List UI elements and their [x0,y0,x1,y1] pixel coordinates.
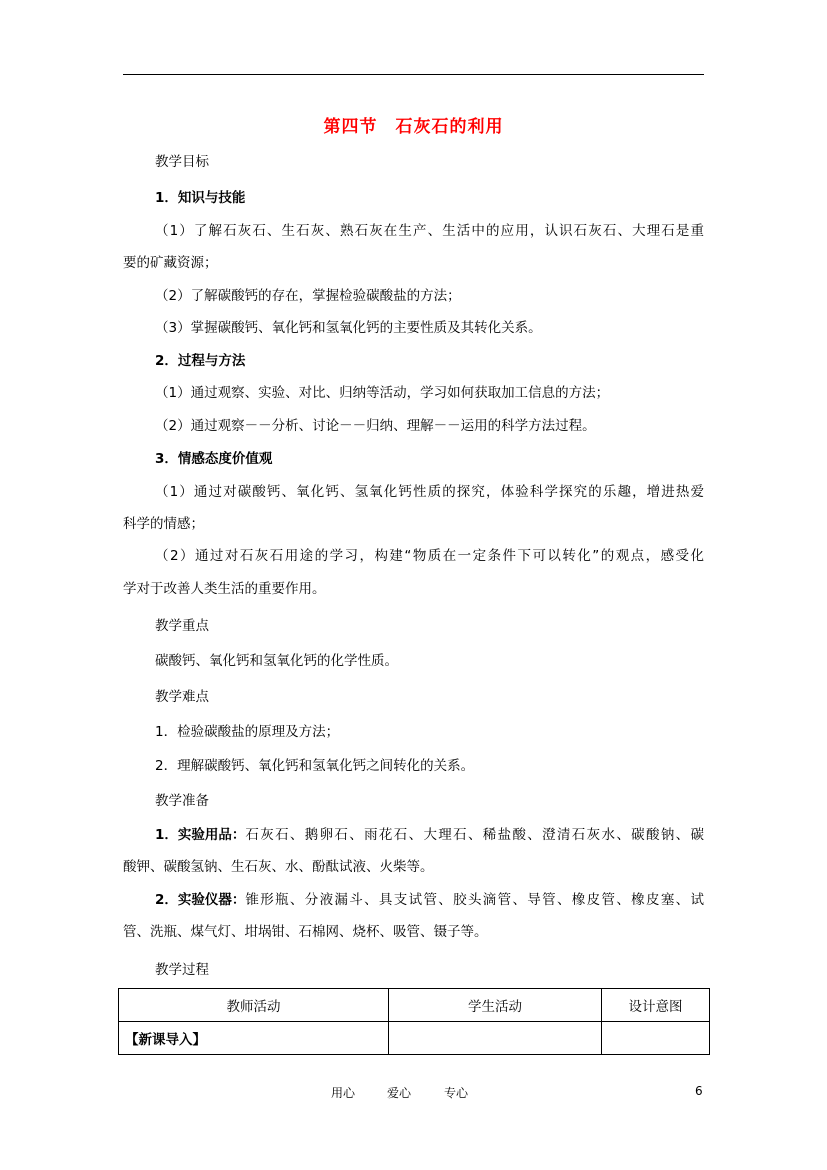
table-header-intent: 设计意图 [602,989,710,1022]
table-header-row [119,989,710,1022]
footer-motto-1: 用心 [331,1086,356,1100]
teaching-process-table [118,988,710,1055]
knowledge-item-3: （3）掌握碳酸钙、氧化钙和氢氧化钙的主要性质及其转化关系。 [155,320,542,336]
difficulty-heading: 教学难点 [155,689,209,705]
keypoint-heading: 教学重点 [155,618,209,634]
prep-item-2-line-2: 管、洗瓶、煤气灯、坩埚钳、石棉网、烧杯、吸管、镊子等。 [123,924,488,940]
prep-heading: 教学准备 [155,793,209,809]
table-row [119,1022,710,1055]
header-rule [123,74,704,75]
process-heading: 2．过程与方法 [155,353,246,369]
table-header-teacher: 教师活动 [119,989,389,1022]
process-item-1: （1）通过观察、实验、对比、归纳等活动，学习如何获取加工信息的方法； [155,385,610,401]
prep-item-2-text: 锥形瓶、分液漏斗、具支试管、胶头滴管、导管、橡皮管、橡皮塞、试 [245,892,704,908]
page-title: 第四节 石灰石的利用 [323,117,504,137]
emotion-item-2-line-1: （2）通过对石灰石用途的学习，构建“物质在一定条件下可以转化”的观点，感受化 [155,548,704,564]
difficulty-item-1: 1．检验碳酸盐的原理及方法； [155,724,340,740]
emotion-item-1-line-1: （1）通过对碳酸钙、氧化钙、氢氧化钙性质的探究，体验科学探究的乐趣，增进热爱 [155,484,704,500]
emotion-heading: 3．情感态度价值观 [155,451,273,467]
prep-item-1-label: 1．实验用品： [155,827,246,843]
knowledge-item-1-line-1: （1）了解石灰石、生石灰、熟石灰在生产、生活中的应用，认识石灰石、大理石是重 [155,223,704,239]
footer-motto-2: 爱心 [387,1086,412,1100]
prep-item-1-line-2: 酸钾、碳酸氢钠、生石灰、水、酚酞试液、火柴等。 [123,859,434,875]
emotion-item-1-line-2: 科学的情感； [123,516,204,532]
footer-motto-3: 专心 [444,1086,469,1100]
emotion-item-2-line-2: 学对于改善人类生活的重要作用。 [123,581,326,597]
page-number: 6 [695,1084,703,1098]
process-table-heading: 教学过程 [155,962,209,978]
table-header-student: 学生活动 [389,989,602,1022]
table-cell-teacher: 【新课导入】 [119,1022,389,1055]
knowledge-item-1-line-2: 要的矿藏资源； [123,255,218,271]
knowledge-heading: 1．知识与技能 [155,190,246,206]
knowledge-item-2: （2）了解碳酸钙的存在，掌握检验碳酸盐的方法； [155,288,461,304]
prep-item-1-text: 石灰石、鹅卵石、雨花石、大理石、稀盐酸、澄清石灰水、碳酸钠、碳 [245,827,704,843]
prep-item-2-line-1 [155,891,704,909]
keypoint-text: 碳酸钙、氧化钙和氢氧化钙的化学性质。 [155,653,398,669]
process-item-2: （2）通过观察－－分析、讨论－－归纳、理解－－运用的科学方法过程。 [155,418,596,434]
difficulty-item-2: 2．理解碳酸钙、氧化钙和氢氧化钙之间转化的关系。 [155,758,475,774]
table-cell-intent [602,1022,710,1055]
prep-item-1-line-1 [155,826,704,844]
prep-item-2-label: 2．实验仪器： [155,892,246,908]
objectives-heading: 教学目标 [155,154,209,170]
table-cell-student [389,1022,602,1055]
